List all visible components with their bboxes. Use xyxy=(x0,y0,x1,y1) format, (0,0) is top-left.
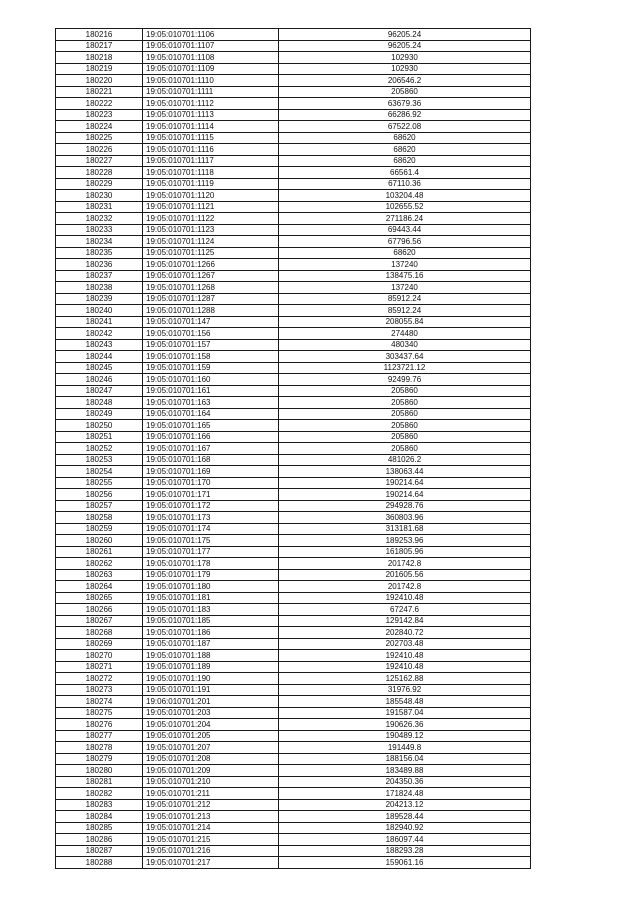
cadastral-value-cell: 185548.48 xyxy=(279,696,531,708)
cadastral-value-cell: 63679.36 xyxy=(279,98,531,110)
row-id-cell: 180286 xyxy=(56,834,143,846)
table-row xyxy=(56,316,531,328)
table-row xyxy=(56,684,531,696)
table-row xyxy=(56,224,531,236)
cadastral-value-cell: 161805.96 xyxy=(279,546,531,558)
cadastral-number-cell: 19:05:010701:178 xyxy=(143,558,279,570)
row-id-cell: 180270 xyxy=(56,650,143,662)
cadastral-value-cell: 201742.8 xyxy=(279,581,531,593)
table-row xyxy=(56,592,531,604)
row-id-cell: 180282 xyxy=(56,788,143,800)
cadastral-value-cell: 102930 xyxy=(279,52,531,64)
table-row xyxy=(56,247,531,259)
row-id-cell: 180238 xyxy=(56,282,143,294)
cadastral-value-cell: 67796.56 xyxy=(279,236,531,248)
row-id-cell: 180233 xyxy=(56,224,143,236)
table-row xyxy=(56,362,531,374)
table-row xyxy=(56,466,531,478)
row-id-cell: 180268 xyxy=(56,627,143,639)
cadastral-number-cell: 19:05:010701:1121 xyxy=(143,201,279,213)
table-row xyxy=(56,328,531,340)
row-id-cell: 180218 xyxy=(56,52,143,64)
cadastral-value-cell: 190626.36 xyxy=(279,719,531,731)
row-id-cell: 180216 xyxy=(56,29,143,41)
cadastral-value-cell: 102655.52 xyxy=(279,201,531,213)
table-row xyxy=(56,132,531,144)
row-id-cell: 180285 xyxy=(56,822,143,834)
cadastral-number-cell: 19:05:010701:1267 xyxy=(143,270,279,282)
cadastral-value-cell: 480340 xyxy=(279,339,531,351)
cadastral-value-cell: 159061.16 xyxy=(279,857,531,869)
cadastral-number-cell: 19:05:010701:216 xyxy=(143,845,279,857)
cadastral-number-cell: 19:05:010701:1123 xyxy=(143,224,279,236)
table-row xyxy=(56,696,531,708)
cadastral-number-cell: 19:05:010701:158 xyxy=(143,351,279,363)
cadastral-value-cell: 190214.64 xyxy=(279,477,531,489)
table-row xyxy=(56,98,531,110)
cadastral-value-cell: 205860 xyxy=(279,431,531,443)
cadastral-value-cell: 67247.6 xyxy=(279,604,531,616)
cadastral-number-cell: 19:05:010701:1111 xyxy=(143,86,279,98)
cadastral-value-cell: 190214.64 xyxy=(279,489,531,501)
row-id-cell: 180242 xyxy=(56,328,143,340)
cadastral-number-cell: 19:05:010701:212 xyxy=(143,799,279,811)
cadastral-number-cell: 19:05:010701:156 xyxy=(143,328,279,340)
table-row xyxy=(56,178,531,190)
row-id-cell: 180234 xyxy=(56,236,143,248)
cadastral-number-cell: 19:05:010701:211 xyxy=(143,788,279,800)
row-id-cell: 180275 xyxy=(56,707,143,719)
cadastral-number-cell: 19:05:010701:207 xyxy=(143,742,279,754)
row-id-cell: 180229 xyxy=(56,178,143,190)
row-id-cell: 180261 xyxy=(56,546,143,558)
row-id-cell: 180239 xyxy=(56,293,143,305)
cadastral-value-cell: 202840.72 xyxy=(279,627,531,639)
cadastral-value-cell: 205860 xyxy=(279,86,531,98)
cadastral-value-cell: 182940.92 xyxy=(279,822,531,834)
table-row xyxy=(56,121,531,133)
row-id-cell: 180230 xyxy=(56,190,143,202)
row-id-cell: 180235 xyxy=(56,247,143,259)
cadastral-number-cell: 19:05:010701:208 xyxy=(143,753,279,765)
table-row xyxy=(56,40,531,52)
row-id-cell: 180281 xyxy=(56,776,143,788)
row-id-cell: 180219 xyxy=(56,63,143,75)
cadastral-value-cell: 67522.08 xyxy=(279,121,531,133)
cadastral-number-cell: 19:05:010701:163 xyxy=(143,397,279,409)
cadastral-number-cell: 19:05:010701:205 xyxy=(143,730,279,742)
cadastral-value-cell: 66561.4 xyxy=(279,167,531,179)
cadastral-value-cell: 68620 xyxy=(279,247,531,259)
table-row xyxy=(56,638,531,650)
cadastral-value-cell: 67110.36 xyxy=(279,178,531,190)
row-id-cell: 180263 xyxy=(56,569,143,581)
row-id-cell: 180244 xyxy=(56,351,143,363)
table-row xyxy=(56,788,531,800)
cadastral-value-cell: 205860 xyxy=(279,420,531,432)
table-row xyxy=(56,489,531,501)
row-id-cell: 180223 xyxy=(56,109,143,121)
cadastral-value-cell: 204213.12 xyxy=(279,799,531,811)
row-id-cell: 180279 xyxy=(56,753,143,765)
row-id-cell: 180287 xyxy=(56,845,143,857)
table-row xyxy=(56,811,531,823)
row-id-cell: 180221 xyxy=(56,86,143,98)
row-id-cell: 180236 xyxy=(56,259,143,271)
cadastral-number-cell: 19:05:010701:1120 xyxy=(143,190,279,202)
cadastral-value-cell: 192410.48 xyxy=(279,661,531,673)
table-row xyxy=(56,523,531,535)
row-id-cell: 180228 xyxy=(56,167,143,179)
cadastral-number-cell: 19:05:010701:1114 xyxy=(143,121,279,133)
cadastral-number-cell: 19:05:010701:1124 xyxy=(143,236,279,248)
cadastral-value-cell: 102930 xyxy=(279,63,531,75)
cadastral-number-cell: 19:05:010701:209 xyxy=(143,765,279,777)
row-id-cell: 180246 xyxy=(56,374,143,386)
table-row xyxy=(56,673,531,685)
table-row xyxy=(56,63,531,75)
table-row xyxy=(56,236,531,248)
cadastral-number-cell: 19:05:010701:1125 xyxy=(143,247,279,259)
cadastral-value-cell: 96205.24 xyxy=(279,29,531,41)
cadastral-value-cell: 1123721.12 xyxy=(279,362,531,374)
row-id-cell: 180241 xyxy=(56,316,143,328)
cadastral-number-cell: 19:05:010701:186 xyxy=(143,627,279,639)
cadastral-number-cell: 19:05:010701:172 xyxy=(143,500,279,512)
cadastral-value-cell: 69443.44 xyxy=(279,224,531,236)
cadastral-number-cell: 19:05:010701:204 xyxy=(143,719,279,731)
cadastral-value-cell: 189253.96 xyxy=(279,535,531,547)
cadastral-number-cell: 19:06:010701:201 xyxy=(143,696,279,708)
table-row xyxy=(56,305,531,317)
cadastral-value-cell: 68620 xyxy=(279,155,531,167)
row-id-cell: 180258 xyxy=(56,512,143,524)
cadastral-number-cell: 19:05:010701:1116 xyxy=(143,144,279,156)
cadastral-number-cell: 19:05:010701:1110 xyxy=(143,75,279,87)
cadastral-number-cell: 19:05:010701:173 xyxy=(143,512,279,524)
cadastral-number-cell: 19:05:010701:168 xyxy=(143,454,279,466)
table-row xyxy=(56,408,531,420)
cadastral-number-cell: 19:05:010701:203 xyxy=(143,707,279,719)
cadastral-value-cell: 192410.48 xyxy=(279,592,531,604)
table-row xyxy=(56,443,531,455)
cadastral-number-cell: 19:05:010701:157 xyxy=(143,339,279,351)
table-row xyxy=(56,569,531,581)
row-id-cell: 180255 xyxy=(56,477,143,489)
cadastral-value-cell: 313181.68 xyxy=(279,523,531,535)
table-row xyxy=(56,397,531,409)
table-row xyxy=(56,776,531,788)
table-row xyxy=(56,454,531,466)
table-row xyxy=(56,109,531,121)
cadastral-number-cell: 19:05:010701:191 xyxy=(143,684,279,696)
row-id-cell: 180273 xyxy=(56,684,143,696)
table-row xyxy=(56,270,531,282)
cadastral-number-cell: 19:05:010701:188 xyxy=(143,650,279,662)
table-row xyxy=(56,627,531,639)
cadastral-value-cell: 360803.96 xyxy=(279,512,531,524)
cadastral-number-cell: 19:05:010701:147 xyxy=(143,316,279,328)
cadastral-value-cell: 186097.44 xyxy=(279,834,531,846)
cadastral-number-cell: 19:05:010701:174 xyxy=(143,523,279,535)
cadastral-value-cell: 204350.36 xyxy=(279,776,531,788)
table-row xyxy=(56,351,531,363)
row-id-cell: 180280 xyxy=(56,765,143,777)
cadastral-value-cell: 205860 xyxy=(279,408,531,420)
cadastral-number-cell: 19:05:010701:175 xyxy=(143,535,279,547)
table-row xyxy=(56,535,531,547)
table-row xyxy=(56,293,531,305)
cadastral-number-cell: 19:05:010701:1112 xyxy=(143,98,279,110)
table-row xyxy=(56,512,531,524)
cadastral-number-cell: 19:05:010701:160 xyxy=(143,374,279,386)
table-row xyxy=(56,546,531,558)
table-row xyxy=(56,155,531,167)
cadastral-number-cell: 19:05:010701:166 xyxy=(143,431,279,443)
table-row xyxy=(56,213,531,225)
cadastral-value-cell: 205860 xyxy=(279,443,531,455)
row-id-cell: 180276 xyxy=(56,719,143,731)
cadastral-value-cell: 191587.04 xyxy=(279,707,531,719)
cadastral-number-cell: 19:05:010701:215 xyxy=(143,834,279,846)
cadastral-number-cell: 19:05:010701:169 xyxy=(143,466,279,478)
cadastral-value-cell: 201605.56 xyxy=(279,569,531,581)
table-row xyxy=(56,719,531,731)
cadastral-value-cell: 31976.92 xyxy=(279,684,531,696)
cadastral-number-cell: 19:05:010701:177 xyxy=(143,546,279,558)
table-row xyxy=(56,604,531,616)
cadastral-number-cell: 19:05:010701:213 xyxy=(143,811,279,823)
row-id-cell: 180257 xyxy=(56,500,143,512)
cadastral-number-cell: 19:05:010701:1115 xyxy=(143,132,279,144)
cadastral-value-cell: 188156.04 xyxy=(279,753,531,765)
table-row xyxy=(56,259,531,271)
cadastral-value-cell: 66286.92 xyxy=(279,109,531,121)
cadastral-number-cell: 19:05:010701:183 xyxy=(143,604,279,616)
cadastral-value-cell: 183489.88 xyxy=(279,765,531,777)
row-id-cell: 180262 xyxy=(56,558,143,570)
cadastral-number-cell: 19:05:010701:190 xyxy=(143,673,279,685)
table-row xyxy=(56,339,531,351)
cadastral-number-cell: 19:05:010701:1122 xyxy=(143,213,279,225)
cadastral-value-cell: 96205.24 xyxy=(279,40,531,52)
cadastral-number-cell: 19:05:010701:159 xyxy=(143,362,279,374)
row-id-cell: 180217 xyxy=(56,40,143,52)
row-id-cell: 180267 xyxy=(56,615,143,627)
cadastral-value-cell: 294928.76 xyxy=(279,500,531,512)
cadastral-value-cell: 205860 xyxy=(279,397,531,409)
cadastral-number-cell: 19:05:010701:1109 xyxy=(143,63,279,75)
row-id-cell: 180224 xyxy=(56,121,143,133)
table-row xyxy=(56,581,531,593)
cadastral-value-cell: 202703.48 xyxy=(279,638,531,650)
cadastral-number-cell: 19:05:010701:1119 xyxy=(143,178,279,190)
table-row xyxy=(56,190,531,202)
cadastral-number-cell: 19:05:010701:167 xyxy=(143,443,279,455)
cadastral-number-cell: 19:05:010701:214 xyxy=(143,822,279,834)
cadastral-number-cell: 19:05:010701:171 xyxy=(143,489,279,501)
row-id-cell: 180288 xyxy=(56,857,143,869)
row-id-cell: 180269 xyxy=(56,638,143,650)
cadastral-value-cell: 190489.12 xyxy=(279,730,531,742)
row-id-cell: 180260 xyxy=(56,535,143,547)
cadastral-value-cell: 191449.8 xyxy=(279,742,531,754)
table-row xyxy=(56,201,531,213)
row-id-cell: 180225 xyxy=(56,132,143,144)
cadastral-number-cell: 19:05:010701:179 xyxy=(143,569,279,581)
cadastral-value-table xyxy=(55,28,531,869)
table-row xyxy=(56,845,531,857)
cadastral-number-cell: 19:05:010701:170 xyxy=(143,477,279,489)
table-row xyxy=(56,730,531,742)
cadastral-number-cell: 19:05:010701:210 xyxy=(143,776,279,788)
cadastral-value-cell: 303437.64 xyxy=(279,351,531,363)
cadastral-value-cell: 138475.16 xyxy=(279,270,531,282)
row-id-cell: 180232 xyxy=(56,213,143,225)
row-id-cell: 180252 xyxy=(56,443,143,455)
cadastral-value-cell: 274480 xyxy=(279,328,531,340)
table-row xyxy=(56,75,531,87)
row-id-cell: 180237 xyxy=(56,270,143,282)
row-id-cell: 180266 xyxy=(56,604,143,616)
table-row xyxy=(56,29,531,41)
table-row xyxy=(56,822,531,834)
cadastral-number-cell: 19:05:010701:187 xyxy=(143,638,279,650)
cadastral-number-cell: 19:05:010701:217 xyxy=(143,857,279,869)
cadastral-value-cell: 68620 xyxy=(279,144,531,156)
table-row xyxy=(56,707,531,719)
row-id-cell: 180284 xyxy=(56,811,143,823)
cadastral-number-cell: 19:05:010701:1118 xyxy=(143,167,279,179)
cadastral-value-cell: 189528.44 xyxy=(279,811,531,823)
cadastral-value-cell: 103204.48 xyxy=(279,190,531,202)
cadastral-value-cell: 206546.2 xyxy=(279,75,531,87)
cadastral-number-cell: 19:05:010701:1108 xyxy=(143,52,279,64)
table-row xyxy=(56,86,531,98)
cadastral-number-cell: 19:05:010701:1287 xyxy=(143,293,279,305)
table-row xyxy=(56,799,531,811)
cadastral-value-cell: 138063.44 xyxy=(279,466,531,478)
cadastral-value-cell: 192410.48 xyxy=(279,650,531,662)
table-body xyxy=(56,29,531,869)
row-id-cell: 180226 xyxy=(56,144,143,156)
row-id-cell: 180259 xyxy=(56,523,143,535)
table-row xyxy=(56,834,531,846)
cadastral-number-cell: 19:05:010701:1107 xyxy=(143,40,279,52)
row-id-cell: 180222 xyxy=(56,98,143,110)
cadastral-value-cell: 129142.84 xyxy=(279,615,531,627)
cadastral-value-cell: 137240 xyxy=(279,259,531,271)
cadastral-number-cell: 19:05:010701:180 xyxy=(143,581,279,593)
table-row xyxy=(56,144,531,156)
row-id-cell: 180253 xyxy=(56,454,143,466)
table-row xyxy=(56,282,531,294)
row-id-cell: 180245 xyxy=(56,362,143,374)
cadastral-value-cell: 481026.2 xyxy=(279,454,531,466)
row-id-cell: 180265 xyxy=(56,592,143,604)
cadastral-number-cell: 19:05:010701:1113 xyxy=(143,109,279,121)
cadastral-number-cell: 19:05:010701:161 xyxy=(143,385,279,397)
cadastral-number-cell: 19:05:010701:1266 xyxy=(143,259,279,271)
row-id-cell: 180243 xyxy=(56,339,143,351)
row-id-cell: 180271 xyxy=(56,661,143,673)
cadastral-value-cell: 137240 xyxy=(279,282,531,294)
table-row xyxy=(56,857,531,869)
table-row xyxy=(56,374,531,386)
cadastral-value-cell: 68620 xyxy=(279,132,531,144)
cadastral-number-cell: 19:05:010701:1117 xyxy=(143,155,279,167)
row-id-cell: 180264 xyxy=(56,581,143,593)
table-row xyxy=(56,661,531,673)
table-row xyxy=(56,477,531,489)
cadastral-number-cell: 19:05:010701:1288 xyxy=(143,305,279,317)
row-id-cell: 180220 xyxy=(56,75,143,87)
cadastral-number-cell: 19:05:010701:185 xyxy=(143,615,279,627)
table-row xyxy=(56,615,531,627)
row-id-cell: 180251 xyxy=(56,431,143,443)
cadastral-value-cell: 201742.8 xyxy=(279,558,531,570)
cadastral-number-cell: 19:05:010701:165 xyxy=(143,420,279,432)
cadastral-number-cell: 19:05:010701:1268 xyxy=(143,282,279,294)
cadastral-number-cell: 19:05:010701:189 xyxy=(143,661,279,673)
row-id-cell: 180256 xyxy=(56,489,143,501)
cadastral-number-cell: 19:05:010701:164 xyxy=(143,408,279,420)
row-id-cell: 180250 xyxy=(56,420,143,432)
row-id-cell: 180240 xyxy=(56,305,143,317)
table-row xyxy=(56,558,531,570)
table-row xyxy=(56,52,531,64)
cadastral-value-cell: 85912.24 xyxy=(279,305,531,317)
row-id-cell: 180274 xyxy=(56,696,143,708)
cadastral-number-cell: 19:05:010701:1106 xyxy=(143,29,279,41)
row-id-cell: 180272 xyxy=(56,673,143,685)
cadastral-value-cell: 208055.84 xyxy=(279,316,531,328)
row-id-cell: 180247 xyxy=(56,385,143,397)
table-row xyxy=(56,500,531,512)
row-id-cell: 180227 xyxy=(56,155,143,167)
cadastral-value-cell: 85912.24 xyxy=(279,293,531,305)
cadastral-value-cell: 205860 xyxy=(279,385,531,397)
row-id-cell: 180249 xyxy=(56,408,143,420)
row-id-cell: 180278 xyxy=(56,742,143,754)
cadastral-value-cell: 92499.76 xyxy=(279,374,531,386)
row-id-cell: 180231 xyxy=(56,201,143,213)
table-row xyxy=(56,385,531,397)
row-id-cell: 180283 xyxy=(56,799,143,811)
cadastral-value-cell: 125162.88 xyxy=(279,673,531,685)
table-row xyxy=(56,431,531,443)
table-row xyxy=(56,753,531,765)
row-id-cell: 180248 xyxy=(56,397,143,409)
cadastral-number-cell: 19:05:010701:181 xyxy=(143,592,279,604)
cadastral-value-cell: 171824.48 xyxy=(279,788,531,800)
row-id-cell: 180254 xyxy=(56,466,143,478)
table-row xyxy=(56,420,531,432)
table-row xyxy=(56,742,531,754)
cadastral-value-cell: 271186.24 xyxy=(279,213,531,225)
row-id-cell: 180277 xyxy=(56,730,143,742)
table-row xyxy=(56,650,531,662)
table-row xyxy=(56,167,531,179)
table-row xyxy=(56,765,531,777)
cadastral-value-cell: 188293.28 xyxy=(279,845,531,857)
